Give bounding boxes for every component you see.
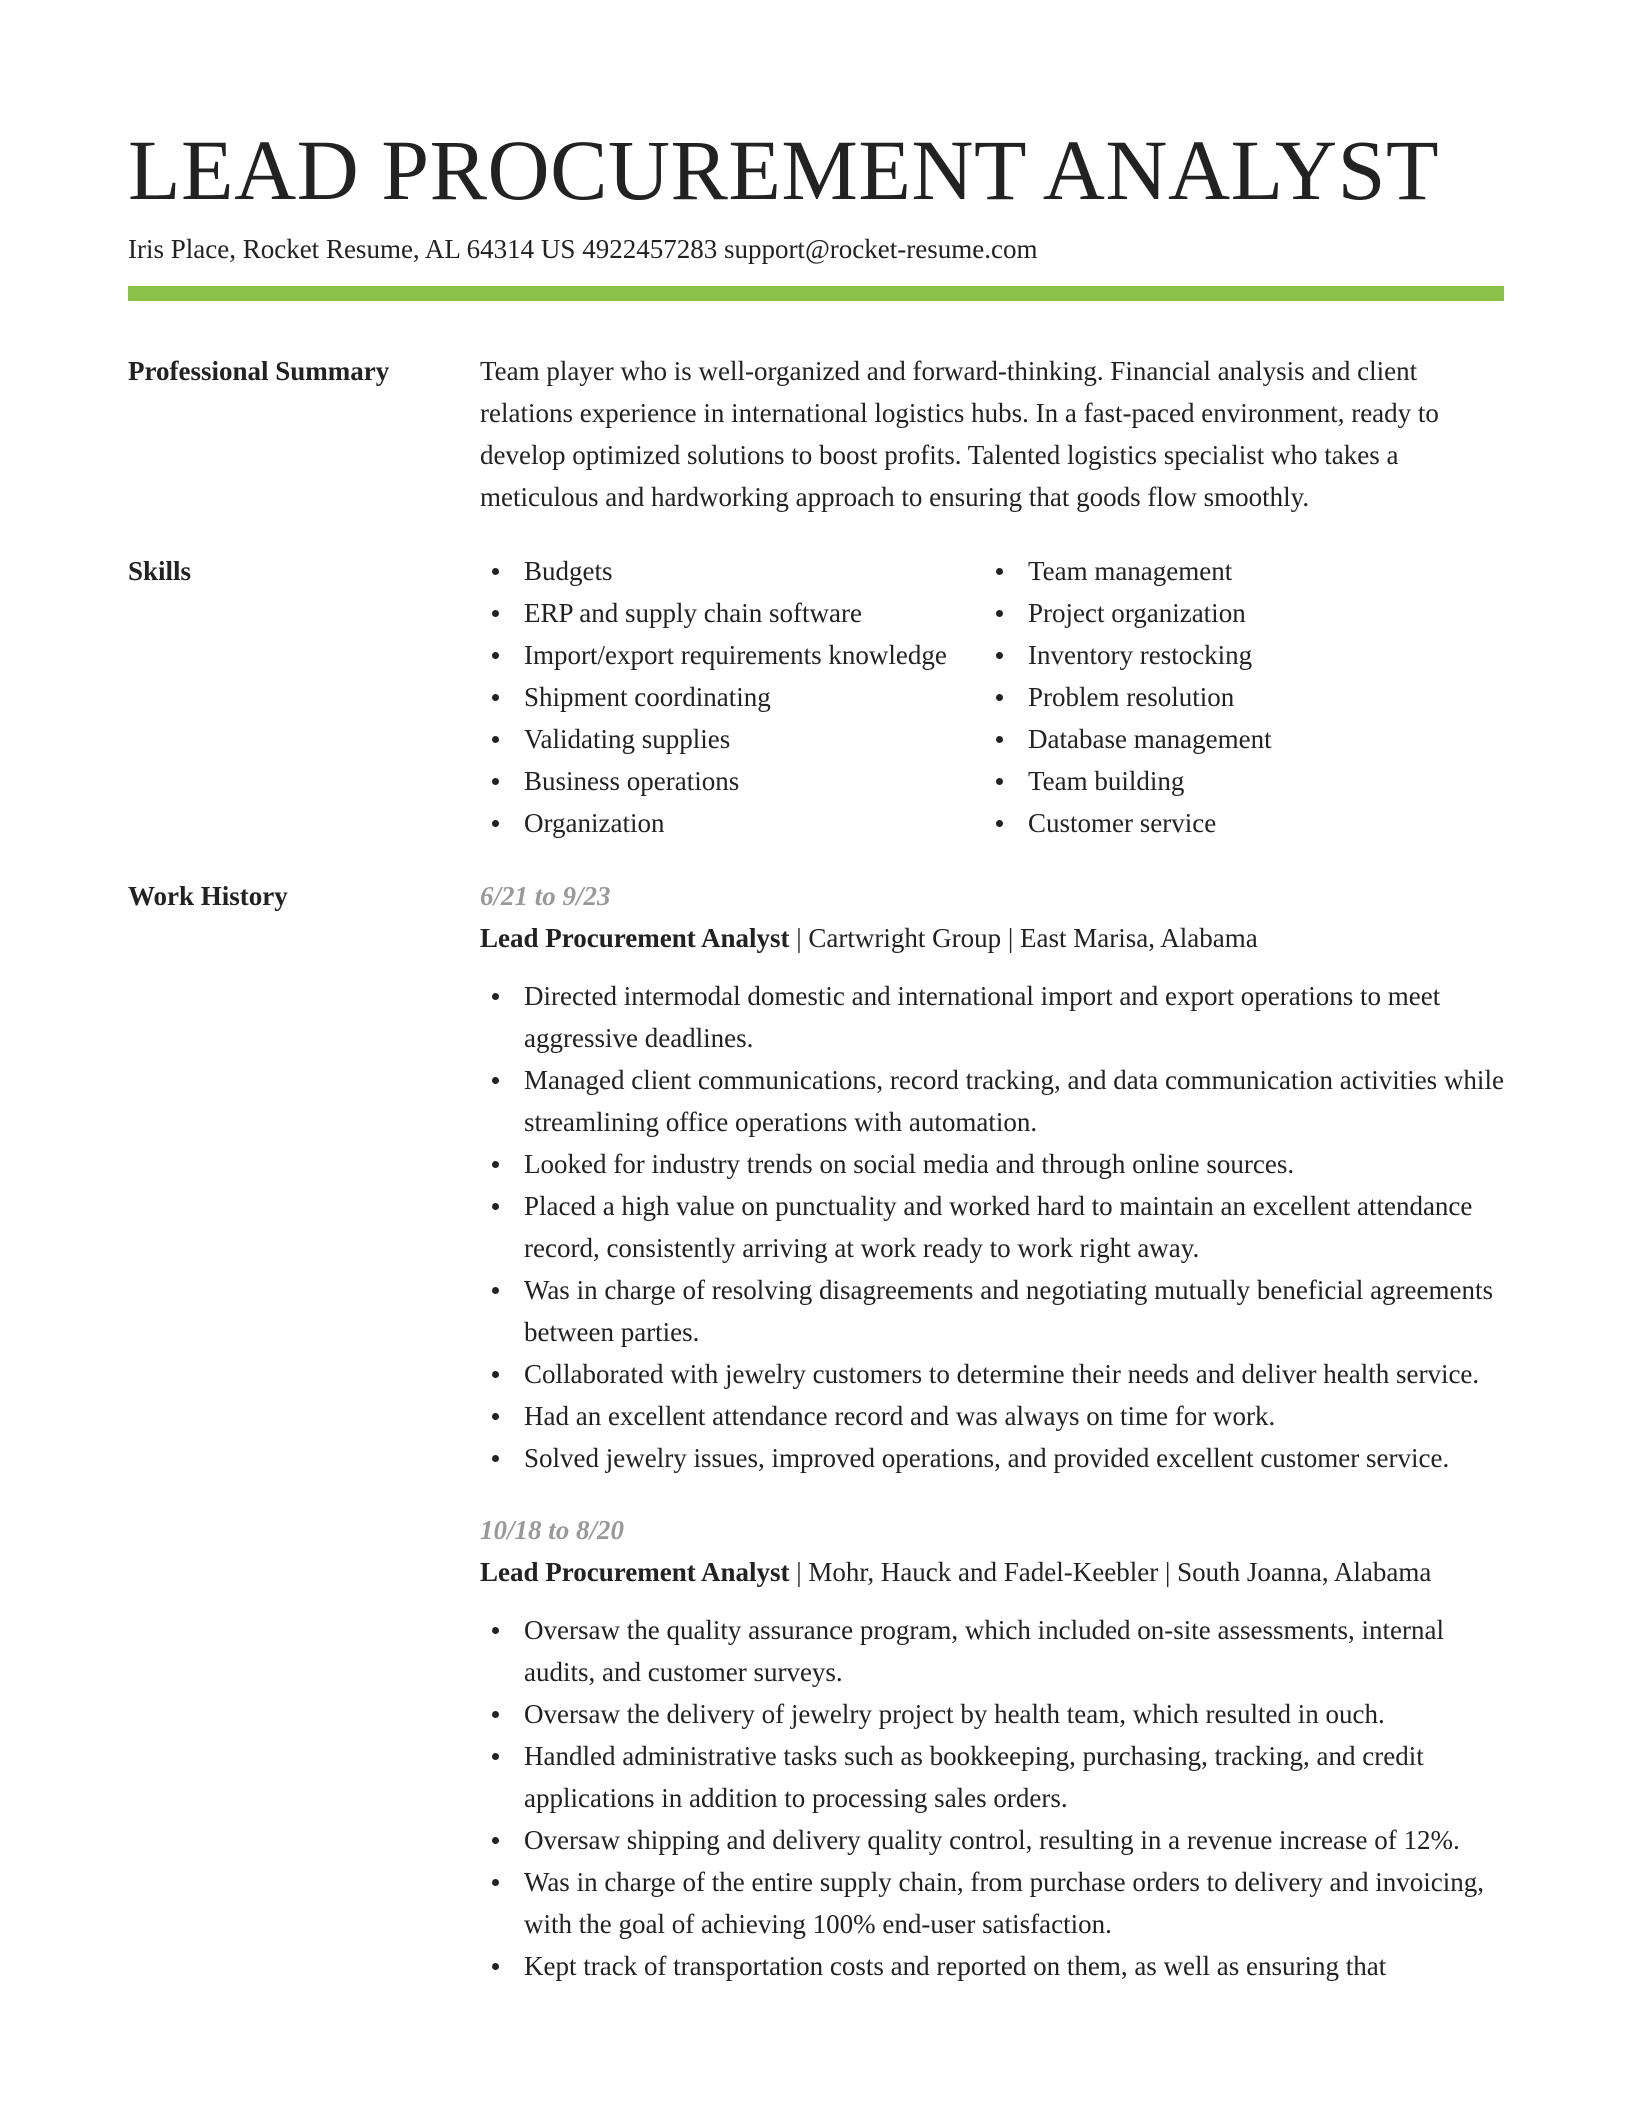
skill-item: Team management xyxy=(984,550,1504,592)
job-employer-location: | Mohr, Hauck and Fadel-Keebler | South Joanna, Alabama xyxy=(789,1557,1432,1587)
job-entry xyxy=(480,1509,1506,1987)
job-bullet: Solved jewelry issues, improved operations, and provided excellent customer service. xyxy=(480,1437,1506,1479)
job-bullet: Handled administrative tasks such as bookkeeping, purchasing, tracking, and credit applications in addition to processing sales orders. xyxy=(480,1735,1506,1819)
skill-item: ERP and supply chain software xyxy=(480,592,984,634)
skill-item: Import/export requirements knowledge xyxy=(480,634,984,676)
skill-item: Team building xyxy=(984,760,1504,802)
job-bullet: Oversaw the delivery of jewelry project by health team, which resulted in ouch. xyxy=(480,1693,1506,1735)
skills-section xyxy=(480,550,1506,844)
job-employer-location: | Cartwright Group | East Marisa, Alabama xyxy=(789,923,1258,953)
skills-heading: Skills xyxy=(128,556,192,586)
skills-list-column-2 xyxy=(984,550,1504,844)
skill-item: Validating supplies xyxy=(480,718,984,760)
job-bullet: Collaborated with jewelry customers to determine their needs and deliver health service. xyxy=(480,1353,1506,1395)
accent-divider xyxy=(128,286,1504,301)
skill-item: Business operations xyxy=(480,760,984,802)
job-bullet: Managed client communications, record tracking, and data communication activities while streamlining office operations with automation. xyxy=(480,1059,1506,1143)
job-bullet: Looked for industry trends on social media and through online sources. xyxy=(480,1143,1506,1185)
job-title: Lead Procurement Analyst xyxy=(480,1557,790,1587)
skill-item: Project organization xyxy=(984,592,1504,634)
job-bullets xyxy=(480,1609,1506,1987)
summary-text: Team player who is well-organized and forward-thinking. Financial analysis and client relations experience in international logistics hubs. In a fast-paced environment, ready to develop optimized solutions to boost profits. Talented logistics specialist who takes a meticulous and hardworking approach to ensuring that goods flow smoothly. xyxy=(480,356,1439,512)
job-bullet: Oversaw the quality assurance program, which included on-site assessments, internal audits, and customer surveys. xyxy=(480,1609,1506,1693)
work-history-heading: Work History xyxy=(128,881,288,911)
skill-item: Problem resolution xyxy=(984,676,1504,718)
skill-item: Organization xyxy=(480,802,984,844)
job-bullet: Was in charge of the entire supply chain, from purchase orders to delivery and invoicing, with the goal of achieving 100% end-user satisfaction. xyxy=(480,1861,1506,1945)
job-title: Lead Procurement Analyst xyxy=(480,923,790,953)
job-dates: 6/21 to 9/23 xyxy=(480,881,611,911)
skill-item: Budgets xyxy=(480,550,984,592)
job-header xyxy=(480,917,1506,959)
work-history-section xyxy=(480,875,1506,2017)
contact-info: Iris Place, Rocket Resume, AL 64314 US 4922457283 support@rocket-resume.com xyxy=(128,234,1038,264)
job-bullet: Kept track of transportation costs and reported on them, as well as ensuring that xyxy=(480,1945,1506,1987)
skill-item: Customer service xyxy=(984,802,1504,844)
skill-item: Inventory restocking xyxy=(984,634,1504,676)
job-bullet: Oversaw shipping and delivery quality control, resulting in a revenue increase of 12%. xyxy=(480,1819,1506,1861)
job-bullet: Had an excellent attendance record and was always on time for work. xyxy=(480,1395,1506,1437)
skill-item: Shipment coordinating xyxy=(480,676,984,718)
job-bullet: Was in charge of resolving disagreements and negotiating mutually beneficial agreements between parties. xyxy=(480,1269,1506,1353)
job-bullets xyxy=(480,975,1506,1479)
summary-heading: Professional Summary xyxy=(128,356,390,386)
job-entry xyxy=(480,875,1506,1479)
job-header xyxy=(480,1551,1506,1593)
skill-item: Database management xyxy=(984,718,1504,760)
job-bullet: Placed a high value on punctuality and worked hard to maintain an excellent attendance record, consistently arriving at work ready to work right away. xyxy=(480,1185,1506,1269)
job-dates: 10/18 to 8/20 xyxy=(480,1515,625,1545)
skills-list-column-1 xyxy=(480,550,984,844)
job-bullet: Directed intermodal domestic and international import and export operations to meet aggressive deadlines. xyxy=(480,975,1506,1059)
summary-section xyxy=(480,350,1506,518)
resume-title: LEAD PROCUREMENT ANALYST xyxy=(128,122,1439,218)
